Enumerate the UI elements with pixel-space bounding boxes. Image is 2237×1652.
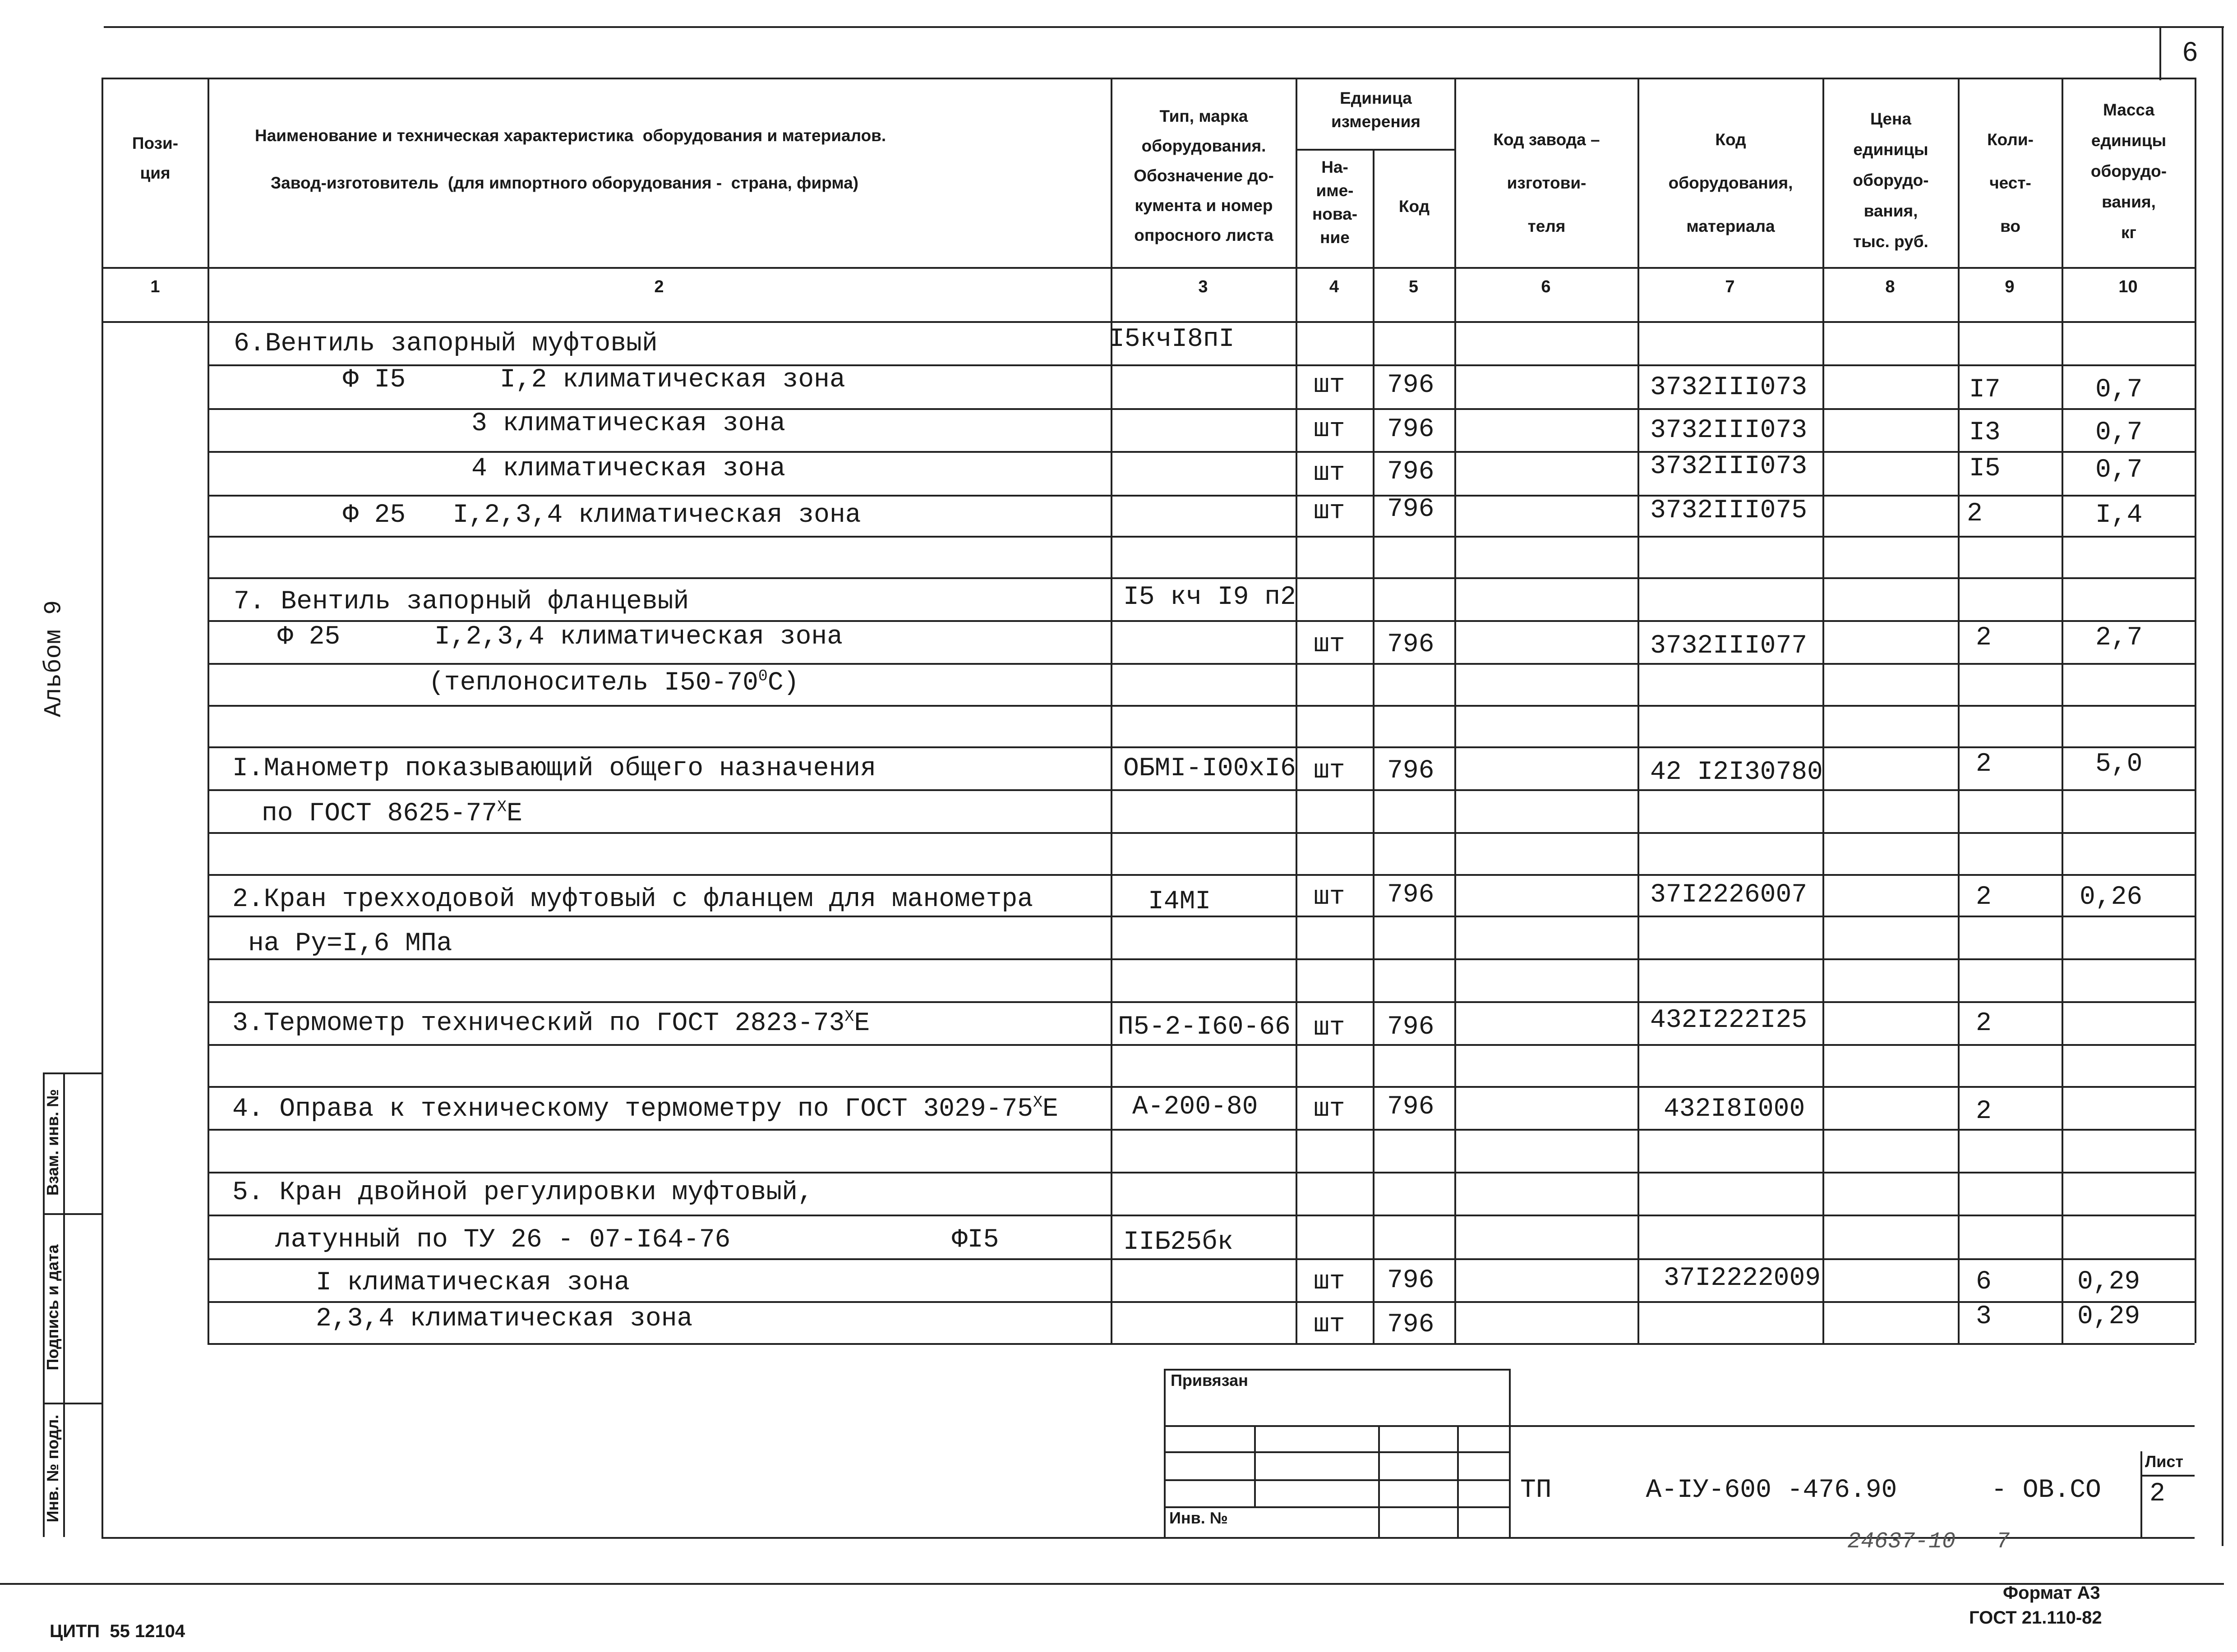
header-equipment-code: Код оборудования, материала — [1668, 130, 1793, 235]
frame-top-line — [104, 26, 2224, 28]
header-mass: Масса единицы оборудо- вания, кг — [2090, 101, 2167, 242]
equipment-code-cell: 37I2226007 — [1650, 880, 1808, 910]
code-cell: 796 — [1387, 495, 1434, 524]
code-cell: 796 — [1387, 1266, 1434, 1295]
code-cell: 796 — [1387, 1012, 1434, 1042]
equipment-code-cell: 3732III073 — [1650, 416, 1808, 445]
type-cell: А-200-80 — [1132, 1092, 1258, 1122]
document-designation: ТП А-IУ-600 -476.90 - ОВ.СО — [1520, 1476, 2101, 1505]
page-number-box-left — [2159, 26, 2161, 80]
podpis-data-label: Подпись и дата — [43, 1244, 62, 1371]
quantity-cell: I7 — [1969, 375, 2001, 405]
header-type: Тип, марка оборудования. Обозначение до- кумента и номер опросного листа — [1134, 107, 1274, 244]
table-row: (теплоноситель $I50-70^0С$) — [429, 667, 799, 698]
sheet-number: 2 — [2149, 1479, 2165, 1509]
equipment-code-cell: 42 I2I30780 — [1650, 758, 1823, 787]
equipment-code-cell: 37I2222009 — [1664, 1264, 1821, 1293]
gost-label: ГОСТ 21.110-82 — [1969, 1608, 2102, 1628]
equipment-code-cell: 3732III073 — [1650, 452, 1808, 481]
quantity-cell: I5 — [1969, 454, 2001, 483]
header-price: Цена единицы оборудо- вания, тыс. руб. — [1853, 110, 1929, 251]
table-row: 4 климатическая зона — [471, 454, 786, 483]
table-row: латунный по ТУ 26 - 07-I64-76 — [275, 1225, 731, 1255]
code-cell: 796 — [1387, 371, 1434, 400]
code-cell: 796 — [1387, 756, 1434, 786]
table-row: на Ру=I,6 МПа — [248, 929, 452, 958]
unit-cell: шт — [1314, 1095, 1345, 1124]
mass-cell: I,4 — [2095, 501, 2143, 530]
table-row: Ф I5 I,2 климатическая зона — [343, 365, 845, 395]
mass-cell: 2,7 — [2095, 623, 2143, 653]
type-cell: I4МI — [1148, 887, 1211, 916]
quantity-cell: 2 — [1976, 750, 1992, 779]
header-quantity: Коли- чест- во — [1987, 130, 2034, 235]
vzam-inv-label: Взам. инв. № — [43, 1089, 62, 1196]
code-cell: 796 — [1387, 880, 1434, 910]
quantity-cell: 2 — [1976, 623, 1992, 653]
unit-cell: шт — [1314, 1267, 1345, 1297]
quantity-cell: 2 — [1976, 1097, 1992, 1126]
type-cell: I5кчI8пI — [1109, 325, 1235, 354]
table-row: 3 климатическая зона — [471, 409, 786, 438]
type-cell: ОБМI-I00хI6 — [1123, 754, 1296, 783]
code-cell: 796 — [1387, 1092, 1434, 1122]
equipment-code-cell: 432I8I000 — [1664, 1095, 1805, 1124]
mass-cell: 0,7 — [2095, 418, 2143, 447]
unit-cell: шт — [1314, 415, 1345, 444]
equipment-code-cell: 432I222I25 — [1650, 1006, 1808, 1035]
table-row: 3.Термометр технический по ГОСТ $2823-73^ХЕ$ — [232, 1008, 870, 1038]
table-row: 2.Кран трехходовой муфтовый с фланцем для манометра — [232, 885, 1033, 914]
table-row: по ГОСТ $8625-77^ХЕ$ — [262, 798, 522, 828]
album-label: Альбом 9 — [40, 600, 68, 718]
table-row: 2,3,4 климатическая зона — [316, 1304, 693, 1334]
header-unit-name: На- име- нова- ние — [1312, 158, 1358, 247]
frame-right-line — [2222, 26, 2223, 1546]
equipment-code-cell: 3732III075 — [1650, 496, 1808, 525]
equipment-code-cell: 3732III077 — [1650, 631, 1808, 661]
inv-no-label: Инв. № — [1169, 1509, 1228, 1527]
table-row: 5. Кран двойной регулировки муфтовый, — [232, 1178, 813, 1207]
code-cell: 796 — [1387, 630, 1434, 659]
header-name-line2: Завод-изготовитель (для импортного оборудования - страна, фирма) — [271, 174, 859, 192]
code-cell: 796 — [1387, 415, 1434, 444]
header-plant-code: Код завода – изготови- теля — [1493, 130, 1600, 235]
table-row: 7. Вентиль запорный фланцевый — [234, 587, 689, 617]
sheet-label: Лист — [2145, 1452, 2184, 1471]
frame-bottom-line — [0, 1583, 2224, 1585]
type-cell: П5-2-I60-66 — [1118, 1012, 1291, 1042]
quantity-cell: 2 — [1967, 499, 1983, 529]
inv-podl-label: Инв. № подл. — [43, 1414, 62, 1523]
type-cell: IIБ25бк — [1123, 1228, 1233, 1257]
unit-cell: шт — [1314, 459, 1345, 488]
mass-cell: 5,0 — [2095, 750, 2143, 779]
unit-cell: шт — [1314, 756, 1345, 786]
unit-cell: шт — [1314, 1310, 1345, 1339]
unit-cell: шт — [1314, 497, 1345, 526]
page-number: 6 — [2182, 37, 2198, 67]
publisher-code: ЦИТП 55 12104 — [50, 1621, 185, 1641]
equipment-code-cell: 3732III073 — [1650, 373, 1808, 402]
unit-cell: шт — [1314, 1013, 1345, 1043]
table-row: 4. Оправа к техническому термометру по ГОСТ $3029-75^ХЕ$ — [232, 1094, 1058, 1124]
table-row: Ф 25 I,2,3,4 климатическая зона — [277, 622, 843, 652]
table-row: 6.Вентиль запорный муфтовый — [234, 329, 658, 359]
table-row: Ф 25 I,2,3,4 климатическая зона — [343, 501, 861, 530]
quantity-cell: 3 — [1976, 1302, 1992, 1331]
mass-cell: 0,7 — [2095, 456, 2143, 485]
header-unit-group: Единица измерения — [1331, 89, 1421, 131]
mass-cell: 0,29 — [2077, 1267, 2140, 1297]
quantity-cell: I3 — [1969, 418, 2001, 447]
handwritten-number: 24637-10 7 — [1847, 1529, 2010, 1555]
unit-cell: шт — [1314, 371, 1345, 400]
privyazan-label: Привязан — [1171, 1371, 1248, 1390]
mass-cell: 0,7 — [2095, 375, 2143, 405]
type-cell: I5 кч I9 п2 — [1123, 583, 1296, 612]
header-unit-code: Код — [1398, 197, 1430, 216]
header-position: Пози- ция — [132, 134, 179, 182]
diameter-label: ФI5 — [952, 1225, 999, 1255]
unit-cell: шт — [1314, 883, 1345, 912]
quantity-cell: 2 — [1976, 883, 1992, 912]
code-cell: 796 — [1387, 457, 1434, 487]
quantity-cell: 2 — [1976, 1009, 1992, 1038]
format-label: Формат А3 — [2003, 1583, 2100, 1603]
code-cell: 796 — [1387, 1310, 1434, 1339]
mass-cell: 0,26 — [2080, 883, 2143, 912]
unit-cell: шт — [1314, 630, 1345, 659]
table-row: I.Манометр показывающий общего назначения — [232, 754, 876, 783]
quantity-cell: 6 — [1976, 1267, 1992, 1297]
table-row: I климатическая зона — [316, 1268, 630, 1298]
mass-cell: 0,29 — [2077, 1302, 2140, 1331]
header-name-line1: Наименование и техническая характеристика оборудования и материалов. — [255, 126, 886, 145]
